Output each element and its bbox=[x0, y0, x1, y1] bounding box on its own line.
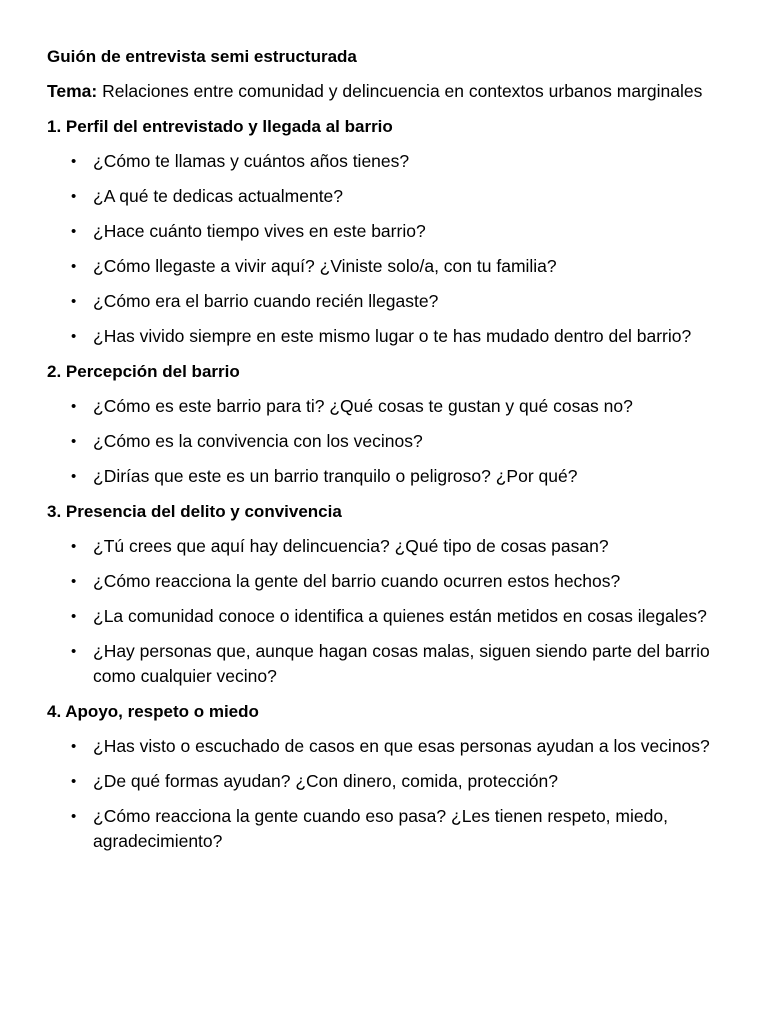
question-item bbox=[47, 534, 727, 559]
question-text: ¿Cómo llegaste a vivir aquí? ¿Viniste solo/a, con tu familia? bbox=[93, 256, 557, 276]
bullet-icon: • bbox=[71, 328, 77, 345]
question-text: ¿A qué te dedicas actualmente? bbox=[93, 186, 344, 206]
bullet-icon: • bbox=[71, 538, 77, 555]
question-item bbox=[47, 604, 727, 629]
question-text: ¿La comunidad conoce o identifica a quienes están metidos en cosas ilegales? bbox=[93, 606, 707, 626]
section-heading: 3. Presencia del delito y convivencia bbox=[47, 502, 342, 521]
question-item bbox=[47, 569, 727, 594]
question-item bbox=[47, 289, 727, 314]
bullet-icon: • bbox=[71, 433, 77, 450]
question-text: ¿De qué formas ayudan? ¿Con dinero, comida, protección? bbox=[93, 771, 558, 791]
bullet-icon: • bbox=[71, 398, 77, 415]
bullet-icon: • bbox=[71, 293, 77, 310]
question-item bbox=[47, 394, 727, 419]
topic-line bbox=[47, 79, 727, 104]
question-list bbox=[47, 394, 727, 489]
question-item bbox=[47, 639, 727, 689]
question-text: ¿Dirías que este es un barrio tranquilo o peligroso? ¿Por qué? bbox=[93, 466, 578, 486]
question-list bbox=[47, 534, 727, 689]
bullet-icon: • bbox=[71, 188, 77, 205]
section-heading: 4. Apoyo, respeto o miedo bbox=[47, 702, 259, 721]
document-title: Guión de entrevista semi estructurada bbox=[47, 47, 357, 66]
question-text: ¿Hay personas que, aunque hagan cosas malas, siguen siendo parte del barrio como cualquier vecino? bbox=[93, 641, 710, 686]
question-item bbox=[47, 219, 727, 244]
question-list bbox=[47, 149, 727, 349]
bullet-icon: • bbox=[71, 153, 77, 170]
bullet-icon: • bbox=[71, 258, 77, 275]
question-item bbox=[47, 804, 727, 854]
topic-text: Relaciones entre comunidad y delincuencia en contextos urbanos marginales bbox=[97, 81, 703, 101]
question-text: ¿Cómo es este barrio para ti? ¿Qué cosas te gustan y qué cosas no? bbox=[93, 396, 633, 416]
question-text: ¿Cómo reacciona la gente del barrio cuando ocurren estos hechos? bbox=[93, 571, 621, 591]
question-item bbox=[47, 734, 727, 759]
question-item bbox=[47, 149, 727, 174]
question-text: ¿Cómo reacciona la gente cuando eso pasa? ¿Les tienen respeto, miedo, agradecimiento? bbox=[93, 806, 668, 851]
question-text: ¿Cómo es la convivencia con los vecinos? bbox=[93, 431, 423, 451]
question-text: ¿Has vivido siempre en este mismo lugar o te has mudado dentro del barrio? bbox=[93, 326, 692, 346]
section-heading: 1. Perfil del entrevistado y llegada al barrio bbox=[47, 117, 393, 136]
bullet-icon: • bbox=[71, 223, 77, 240]
question-item bbox=[47, 324, 727, 349]
question-text: ¿Hace cuánto tiempo vives en este barrio? bbox=[93, 221, 426, 241]
section-heading: 2. Percepción del barrio bbox=[47, 362, 240, 381]
question-text: ¿Tú crees que aquí hay delincuencia? ¿Qué tipo de cosas pasan? bbox=[93, 536, 609, 556]
bullet-icon: • bbox=[71, 808, 77, 825]
bullet-icon: • bbox=[71, 573, 77, 590]
bullet-icon: • bbox=[71, 608, 77, 625]
question-item bbox=[47, 429, 727, 454]
topic-label: Tema: bbox=[47, 81, 98, 101]
question-item bbox=[47, 184, 727, 209]
question-item bbox=[47, 464, 727, 489]
question-item bbox=[47, 254, 727, 279]
bullet-icon: • bbox=[71, 738, 77, 755]
document-page bbox=[47, 44, 727, 864]
sections-container bbox=[47, 114, 727, 854]
bullet-icon: • bbox=[71, 468, 77, 485]
bullet-icon: • bbox=[71, 773, 77, 790]
question-text: ¿Cómo era el barrio cuando recién llegaste? bbox=[93, 291, 439, 311]
question-text: ¿Cómo te llamas y cuántos años tienes? bbox=[93, 151, 410, 171]
question-item bbox=[47, 769, 727, 794]
bullet-icon: • bbox=[71, 643, 77, 660]
question-text: ¿Has visto o escuchado de casos en que esas personas ayudan a los vecinos? bbox=[93, 736, 710, 756]
question-list bbox=[47, 734, 727, 854]
